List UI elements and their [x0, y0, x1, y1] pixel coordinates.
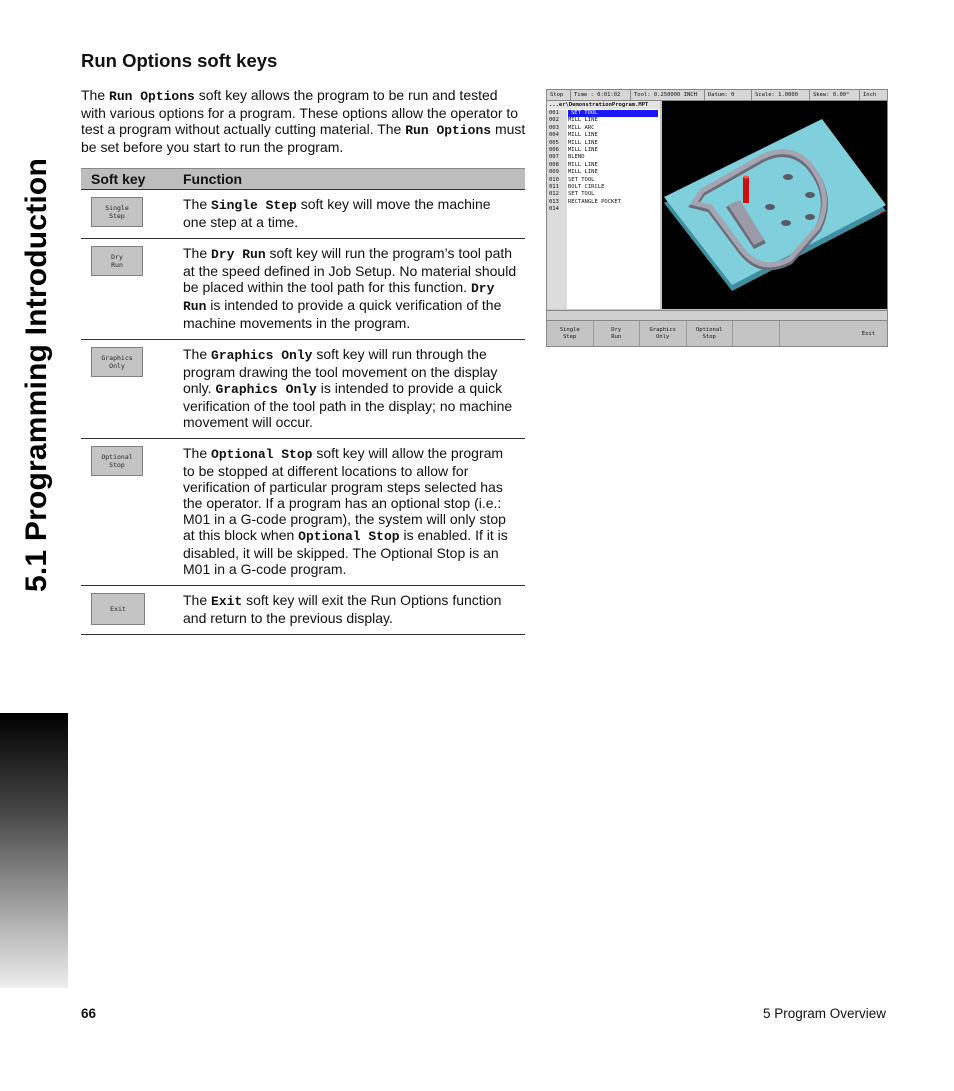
program-line-number: 003 [549, 124, 559, 131]
softkey-exit: Exit [861, 330, 876, 337]
table-row [81, 439, 525, 586]
bolt-hole [805, 192, 815, 198]
program-line [549, 110, 658, 117]
softkey-table [81, 168, 525, 635]
exit-softkey: Exit [91, 593, 145, 625]
program-line [549, 162, 598, 169]
softkey-single-step: Single Step [547, 321, 594, 347]
function-description: The Graphics Only soft key will run through the program drawing the tool movement on the display only. Graphics Only is intended to provide a quick verification of the tool path in the display; no machine movement will occur. [183, 340, 525, 439]
intro-key-2: Run Options [405, 123, 492, 138]
program-line [549, 147, 598, 154]
table-row [81, 340, 525, 439]
chapter-footer: 5 Program Overview [762, 1006, 886, 1021]
status-units: Inch [863, 92, 877, 98]
program-line-command: MILL LINE [568, 147, 598, 153]
program-line [549, 132, 598, 139]
bolt-hole [805, 214, 815, 220]
table-header-row [81, 169, 525, 190]
status-bar [547, 90, 887, 101]
program-path: ...er\DemonstrationProgram.MPT [547, 101, 660, 109]
function-description: The Optional Stop soft key will allow the program to be stopped at different locations to allow for verification of particular program steps selected has the operator. If a program has an optional stop (i.e.: M01 in a G-code program), the system will only stop at this block when Optional Stop is enabled. If it is disabled, it will be skipped. The Optional Stop is an M01 in a G-code program. [183, 439, 525, 586]
function-description: The Dry Run soft key will run the program’s tool path at the speed defined in Job Setup. No material should be placed within the tool path for this function. Dry Run is intended to provide a quick verification of the machine movements in the program. [183, 239, 525, 340]
part-3d-view [662, 101, 887, 309]
program-line-number: 009 [549, 169, 559, 176]
program-line-command: MILL LINE [568, 161, 598, 168]
status-scale: Scale: 1.0000 [752, 90, 810, 100]
program-line-number: 002 [549, 117, 559, 124]
program-line-command: SET TOOL [568, 176, 595, 183]
program-line-command: RECTANGLE POCKET [568, 198, 621, 205]
program-line-number: 010 [549, 176, 559, 183]
status-skew: Skew: 0.00° [810, 90, 860, 100]
program-line [549, 184, 604, 191]
intro-key-1: Run Options [109, 89, 195, 104]
program-line-number: 007 [549, 154, 559, 161]
program-line-command: MILL LINE [568, 169, 598, 176]
horizontal-scrollbar [547, 310, 887, 320]
side-title: 5.1 Programming Introduction [20, 158, 53, 592]
cutting-tool-top [743, 176, 749, 179]
program-line-command: SET TOOL [568, 110, 658, 117]
program-line-command: SET TOOL [568, 191, 595, 198]
softkey-optional-stop: Optional Stop [687, 321, 734, 347]
program-line-number: 013 [549, 198, 559, 205]
intro-text-3: must be set before you start to run the program. [81, 121, 526, 155]
program-line [549, 117, 598, 124]
program-line-number: 008 [549, 161, 559, 168]
side-tab-gradient [0, 713, 68, 988]
status-tool: Tool: 0.250000 INCH [631, 90, 705, 100]
header-function: Function [183, 169, 525, 190]
function-description: The Single Step soft key will move the machine one step at a time. [183, 190, 525, 239]
bolt-hole [781, 220, 791, 226]
single-step-softkey: Single Step [91, 197, 143, 227]
softkey-blank [733, 321, 780, 347]
program-line-number: 005 [549, 139, 559, 146]
program-line-command: MILL LINE [568, 139, 598, 146]
table-row [81, 239, 525, 340]
page-number: 66 [81, 1006, 97, 1021]
program-line-number: 001 [549, 110, 559, 116]
header-softkey: Soft key [81, 169, 183, 190]
program-line [549, 199, 621, 206]
bolt-hole [765, 204, 775, 210]
softkey-dry-run: Dry Run [594, 321, 641, 347]
section-heading: Run Options soft keys [81, 50, 278, 71]
intro-paragraph [81, 87, 526, 155]
program-line-command: MILL ARC [568, 124, 595, 131]
graphics-only-softkey: Graphics Only [91, 347, 143, 377]
program-line-number: 012 [549, 191, 559, 198]
program-line [549, 154, 585, 161]
cutting-tool [743, 177, 749, 203]
status-time: Time : 0:01:02 [571, 90, 631, 100]
program-line-command: BLEND [568, 154, 585, 161]
table-row [81, 586, 525, 635]
program-line-command: MILL LINE [568, 117, 598, 124]
program-line [549, 169, 598, 176]
program-line [549, 177, 595, 184]
program-line [549, 206, 568, 213]
intro-text-1: The [81, 87, 110, 103]
program-line-command: BOLT CIRCLE [568, 184, 605, 190]
dry-run-softkey: Dry Run [91, 246, 143, 276]
program-line-number: 011 [549, 184, 559, 190]
chapter-side-tab [0, 0, 68, 988]
status-mode: Stop [547, 90, 571, 100]
softkey-graphics-only: Graphics Only [640, 321, 687, 347]
program-line-number: 014 [549, 206, 559, 213]
status-datum: Datum: 0 [705, 90, 752, 100]
program-line [549, 191, 595, 198]
program-list [547, 101, 660, 309]
program-line [549, 125, 595, 132]
bolt-hole [783, 174, 793, 180]
optional-stop-softkey: Optional Stop [91, 446, 143, 476]
softkey-bar [547, 320, 887, 347]
program-line-command: MILL LINE [568, 132, 598, 139]
program-line [549, 140, 598, 147]
intro-text-2: soft key allows the program to be run and tested with various options for a program. These options allow the operator to test a program without actually cutting material. The [81, 87, 519, 137]
program-line-number: 004 [549, 132, 559, 139]
table-row [81, 190, 525, 239]
run-options-screenshot [546, 89, 888, 347]
function-description: The Exit soft key will exit the Run Options function and return to the previous display. [183, 586, 525, 635]
program-line-number: 006 [549, 147, 559, 153]
toolpath-graphics [662, 101, 887, 309]
